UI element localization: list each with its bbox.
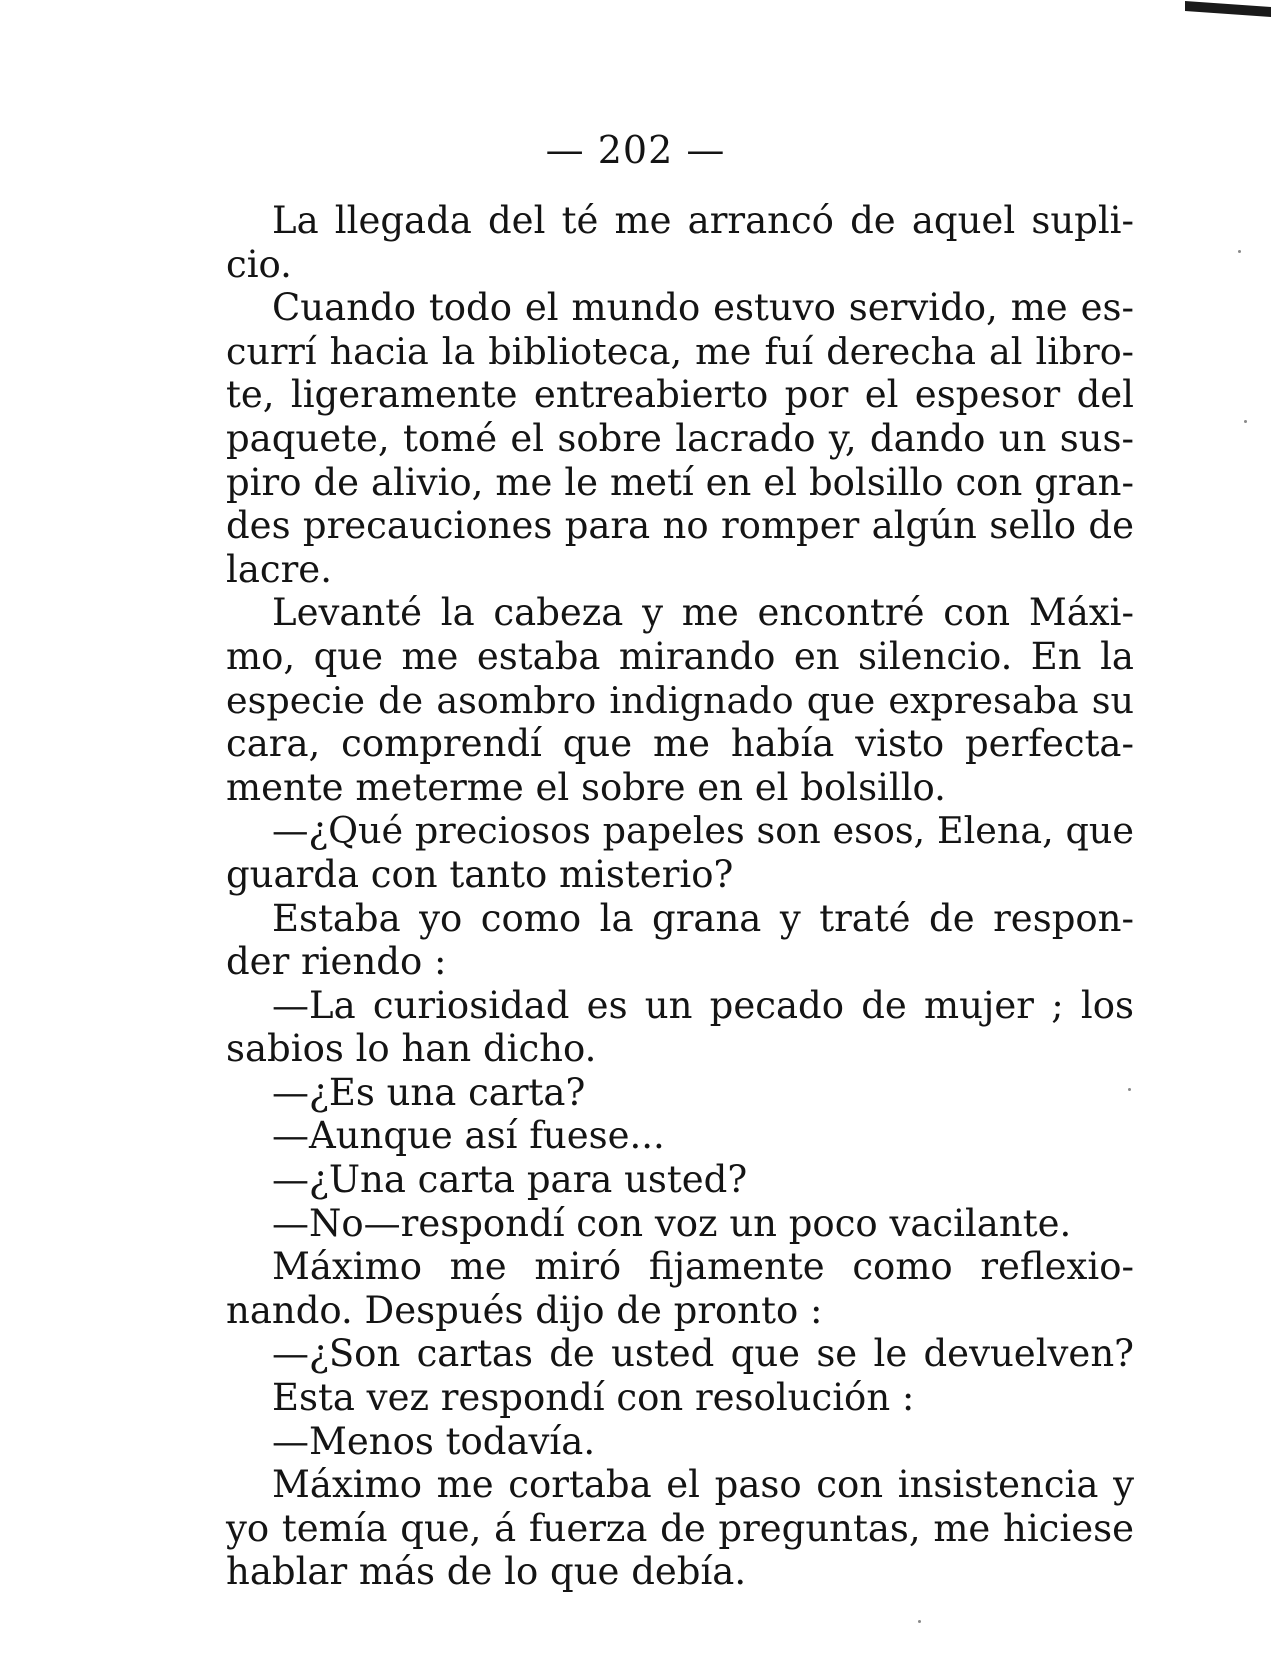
text-line: —No—respondí con voz un poco vacilante. — [272, 1201, 1072, 1245]
scan-speck — [1244, 420, 1247, 423]
page-number: — 202 — — [545, 128, 726, 172]
text-line: nando. Después dijo de pronto : — [226, 1288, 823, 1332]
text-line: —Aunque así fuese... — [272, 1114, 665, 1158]
text-line: Levanté la cabeza y me encontré con Máxi- — [272, 591, 1134, 635]
text-line: —¿Es una carta? — [272, 1070, 586, 1114]
text-line: Máximo me cortaba el paso con insistencia y — [272, 1463, 1134, 1507]
text-line: des precauciones para no romper algún sello de — [226, 504, 1134, 548]
text-line: mente meterme el sobre en el bolsillo. — [226, 765, 946, 809]
text-line: guarda con tanto misterio? — [226, 852, 734, 896]
text-line: paquete, tomé el sobre lacrado y, dando un sus- — [226, 416, 1134, 460]
text-line: hablar más de lo que debía. — [226, 1550, 747, 1594]
scan-speck — [1238, 250, 1241, 253]
text-line: te, ligeramente entreabierto por el espesor del — [226, 373, 1134, 417]
text-line: Esta vez respondí con resolución : — [272, 1376, 915, 1420]
text-line: —¿Qué preciosos papeles son esos, Elena, que — [272, 809, 1134, 853]
text-line: mo, que me estaba mirando en silencio. En la — [226, 634, 1134, 678]
text-line: —¿Son cartas de usted que se le devuelven? — [272, 1332, 1134, 1376]
scan-speck — [918, 1620, 921, 1623]
text-line: Cuando todo el mundo estuvo servido, me es- — [272, 286, 1134, 330]
text-line: La llegada del té me arrancó de aquel supli- — [272, 199, 1134, 242]
text-line: sabios lo han dicho. — [226, 1027, 597, 1071]
text-line: der riendo : — [226, 940, 447, 984]
text-line: especie de asombro indignado que expresaba su — [226, 678, 1134, 722]
text-line: cara, comprendí que me había visto perfecta- — [226, 722, 1134, 766]
text-line: currí hacia la biblioteca, me fuí derecha al libro- — [226, 329, 1134, 373]
scan-edge-mark — [1185, 1, 1271, 17]
text-line: Estaba yo como la grana y traté de respon- — [272, 896, 1134, 940]
text-line: —Menos todavía. — [272, 1419, 596, 1463]
text-line: —La curiosidad es un pecado de mujer ; los — [272, 983, 1134, 1027]
body-text — [226, 199, 1134, 1594]
text-line: piro de alivio, me le metí en el bolsillo con gran- — [226, 460, 1134, 504]
text-line: lacre. — [226, 547, 332, 591]
text-line: yo temía que, á fuerza de preguntas, me hiciese — [226, 1506, 1134, 1550]
text-line: Máximo me miró fijamente como reflexio- — [272, 1245, 1134, 1289]
text-line: —¿Una carta para usted? — [272, 1158, 748, 1202]
text-line: cio. — [226, 242, 292, 286]
